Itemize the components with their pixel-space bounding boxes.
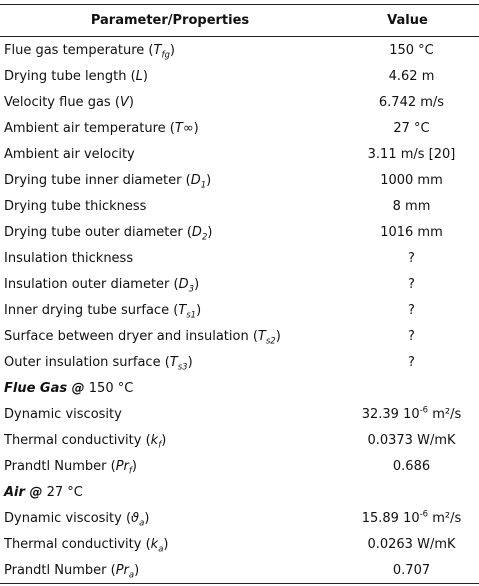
parameter-label: Ambient air velocity bbox=[4, 146, 135, 162]
parameter-label: Thermal conductivity bbox=[4, 536, 142, 552]
parameter-cell: Surface between dryer and insulation $(T_{s2})$ bbox=[4, 328, 281, 347]
parameter-cell: Outer insulation surface $(T_{s3})$ bbox=[4, 354, 193, 373]
table-row bbox=[0, 219, 479, 245]
parameter-symbol: k bbox=[150, 432, 159, 448]
parameter-label: Drying tube inner diameter bbox=[4, 172, 182, 188]
parameter-cell: Ambient air temperature (T∞) bbox=[4, 120, 199, 136]
parameter-symbol: ϑ bbox=[131, 510, 140, 526]
value-text: 150 °C bbox=[389, 42, 434, 58]
parameter-symbol: k bbox=[150, 536, 159, 552]
value-cell bbox=[344, 303, 479, 318]
parameter-cell: Drying tube outer diameter $(D_2)$ bbox=[4, 224, 213, 243]
parameter-cell: Dynamic viscosity $(ϑ_a)$ bbox=[4, 510, 150, 529]
value-exponent: -6 bbox=[419, 405, 429, 416]
table-row bbox=[0, 63, 479, 89]
parameter-cell: Thermal conductivity $(k_f)$ bbox=[4, 432, 167, 451]
symbol-subscript: s2 bbox=[265, 336, 276, 347]
section-name: Flue Gas @ bbox=[4, 380, 85, 396]
table-row bbox=[0, 557, 479, 583]
parameter-cell: Drying tube length (L) bbox=[4, 68, 148, 84]
table-row bbox=[0, 271, 479, 297]
parameter-cell: Insulation outer diameter $(D_3)$ bbox=[4, 276, 200, 295]
parameter-label: Dynamic viscosity bbox=[4, 510, 122, 526]
symbol-subscript: s1 bbox=[186, 310, 197, 321]
main-rows bbox=[0, 37, 479, 375]
value-text: 0.707 bbox=[392, 562, 431, 578]
section-header-flue-gas bbox=[0, 375, 479, 401]
value-text: 0.686 bbox=[392, 458, 431, 474]
symbol-subscript: a bbox=[128, 570, 135, 581]
parameter-label: Flue gas temperature bbox=[4, 42, 145, 58]
parameter-cell bbox=[0, 199, 344, 214]
parameter-symbol: T bbox=[153, 42, 162, 58]
parameter-cell: Flue gas temperature $(T_{fg})$ bbox=[4, 42, 175, 61]
value-cell bbox=[344, 251, 479, 266]
value-cell bbox=[344, 199, 479, 214]
table-row bbox=[0, 167, 479, 193]
value-cell bbox=[344, 407, 479, 422]
value-cell bbox=[344, 563, 479, 578]
table-row bbox=[0, 401, 479, 427]
value-cell bbox=[344, 225, 479, 240]
value-cell bbox=[344, 537, 479, 552]
value-cell bbox=[344, 173, 479, 188]
value-cell bbox=[344, 277, 479, 292]
symbol-subscript: s3 bbox=[177, 362, 188, 373]
parameter-label: Thermal conductivity bbox=[4, 432, 142, 448]
parameter-symbol: D bbox=[178, 276, 189, 292]
value-cell bbox=[344, 69, 479, 84]
value-text: 1000 mm bbox=[380, 172, 443, 188]
value-cell bbox=[344, 511, 479, 526]
value-text: 3.11 m/s [20] bbox=[367, 146, 456, 162]
table-row bbox=[0, 141, 479, 167]
table-row bbox=[0, 453, 479, 479]
value-cell bbox=[344, 43, 479, 58]
symbol-subscript: f bbox=[158, 440, 162, 451]
parameter-symbol: T∞ bbox=[174, 120, 194, 136]
value-text: 8 mm bbox=[392, 198, 431, 214]
parameter-label: Drying tube outer diameter bbox=[4, 224, 183, 240]
value-text: ? bbox=[408, 328, 415, 344]
parameter-label: Inner drying tube surface bbox=[4, 302, 170, 318]
parameter-symbol: T bbox=[169, 354, 178, 370]
value-text: ? bbox=[408, 302, 415, 318]
parameter-symbol: V bbox=[119, 94, 129, 110]
symbol-subscript: f bbox=[128, 466, 132, 477]
parameter-label: Ambient air temperature bbox=[4, 120, 166, 136]
value-text: 0.0263 W/mK bbox=[367, 536, 456, 552]
table-row bbox=[0, 245, 479, 271]
parameter-label: Drying tube thickness bbox=[4, 198, 147, 214]
value-text: 4.62 m bbox=[388, 68, 435, 84]
table-row bbox=[0, 297, 479, 323]
section-header-air bbox=[0, 479, 479, 505]
parameter-symbol: L bbox=[135, 68, 143, 84]
table-row bbox=[0, 115, 479, 141]
value-cell bbox=[344, 459, 479, 474]
value-cell bbox=[344, 355, 479, 370]
parameter-label: Prandtl Number bbox=[4, 458, 107, 474]
section-temp: 27 °C bbox=[42, 484, 83, 500]
value-exponent: -6 bbox=[419, 509, 429, 520]
section-temp: 150 °C bbox=[84, 380, 134, 396]
parameter-label: Outer insulation surface bbox=[4, 354, 161, 370]
table-row bbox=[0, 531, 479, 557]
value-text: 32.39 10 bbox=[361, 406, 420, 422]
value-text: ? bbox=[408, 276, 415, 292]
bottom-rule bbox=[0, 583, 479, 584]
table-row bbox=[0, 505, 479, 531]
parameter-cell: Prandtl Number $(Pr_a)$ bbox=[4, 562, 140, 581]
parameter-symbol: D bbox=[190, 172, 201, 188]
flue-rows bbox=[0, 401, 479, 479]
value-text: 15.89 10 bbox=[361, 510, 420, 526]
value-cell bbox=[344, 121, 479, 136]
parameter-table bbox=[0, 4, 479, 584]
parameter-label: Drying tube length bbox=[4, 68, 127, 84]
table-row bbox=[0, 37, 479, 63]
parameter-label: Dynamic viscosity bbox=[4, 406, 122, 422]
value-text: 0.0373 W/mK bbox=[367, 432, 456, 448]
parameter-symbol: Pr bbox=[115, 562, 129, 578]
symbol-subscript: a bbox=[158, 544, 164, 555]
parameter-cell: Thermal conductivity $(k_a)$ bbox=[4, 536, 169, 555]
value-cell bbox=[344, 95, 479, 110]
symbol-subscript: fg bbox=[161, 50, 170, 61]
parameter-cell: Velocity flue gas (V) bbox=[4, 94, 134, 110]
header-parameter: Parameter/Properties bbox=[90, 13, 250, 28]
value-cell bbox=[344, 147, 479, 162]
parameter-cell: Inner drying tube surface $(T_{s1})$ bbox=[4, 302, 202, 321]
value-text: ? bbox=[408, 250, 415, 266]
symbol-subscript: 1 bbox=[200, 180, 207, 191]
table-header-row bbox=[0, 5, 479, 36]
value-text: 1016 mm bbox=[380, 224, 443, 240]
parameter-label: Insulation outer diameter bbox=[4, 276, 170, 292]
parameter-label: Prandtl Number bbox=[4, 562, 107, 578]
parameter-cell bbox=[0, 147, 344, 162]
symbol-subscript: 2 bbox=[201, 232, 208, 243]
value-cell bbox=[344, 329, 479, 344]
section-name: Air @ bbox=[4, 484, 43, 500]
value-cell bbox=[344, 433, 479, 448]
table-row bbox=[0, 323, 479, 349]
value-unit: m²/s bbox=[428, 510, 462, 526]
parameter-symbol: T bbox=[257, 328, 266, 344]
table-row bbox=[0, 349, 479, 375]
parameter-cell: Drying tube inner diameter $(D_1)$ bbox=[4, 172, 212, 191]
value-text: 6.742 m/s bbox=[378, 94, 445, 110]
parameter-symbol: D bbox=[191, 224, 202, 240]
symbol-subscript: 3 bbox=[188, 284, 195, 295]
table-row bbox=[0, 427, 479, 453]
parameter-cell bbox=[0, 251, 344, 266]
parameter-cell: Prandtl Number $(Pr_f)$ bbox=[4, 458, 137, 477]
value-text: 27 °C bbox=[393, 120, 430, 136]
table-row bbox=[0, 193, 479, 219]
parameter-symbol: T bbox=[178, 302, 187, 318]
parameter-symbol: Pr bbox=[115, 458, 129, 474]
air-rows bbox=[0, 505, 479, 583]
table-row bbox=[0, 89, 479, 115]
header-value: Value bbox=[387, 13, 428, 28]
parameter-label: Surface between dryer and insulation bbox=[4, 328, 249, 344]
parameter-label: Insulation thickness bbox=[4, 250, 134, 266]
value-text: ? bbox=[408, 354, 415, 370]
symbol-subscript: a bbox=[139, 518, 145, 529]
parameter-label: Velocity flue gas bbox=[4, 94, 111, 110]
parameter-cell bbox=[0, 407, 344, 422]
value-unit: m²/s bbox=[428, 406, 462, 422]
